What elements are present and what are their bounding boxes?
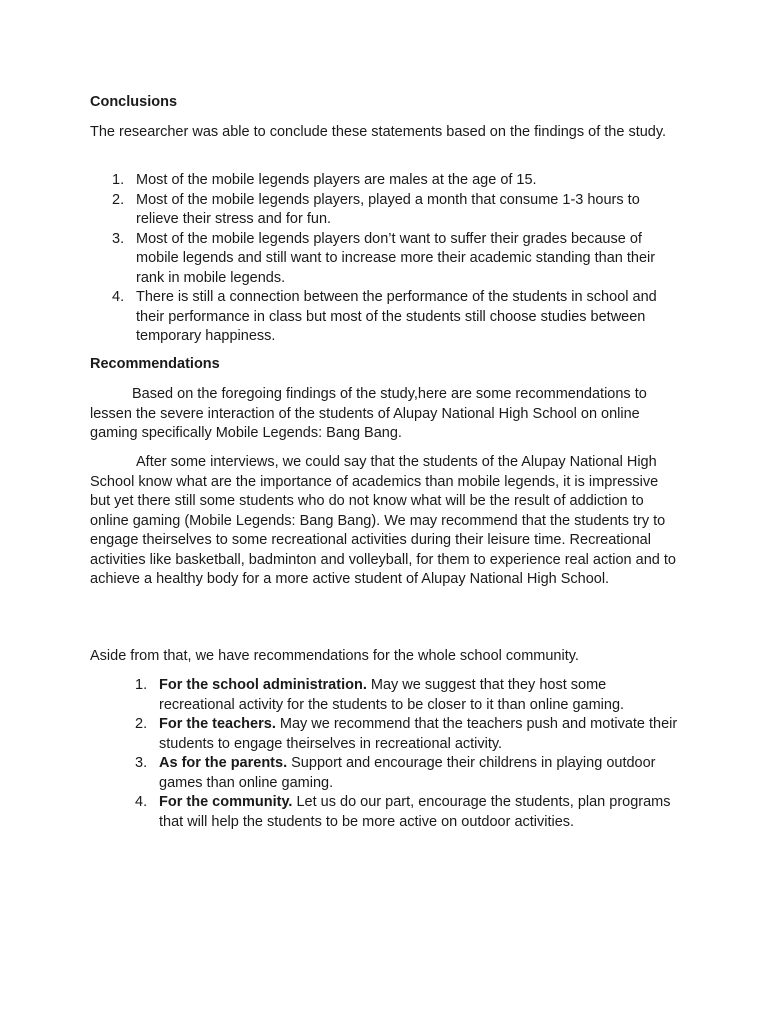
list-number: 2. [112, 191, 125, 208]
list-number: 3. [112, 230, 125, 247]
list-item [112, 191, 682, 230]
list-item-lead: As for the parents. [159, 755, 288, 771]
conclusions-intro: The researcher was able to conclude these statements based on the findings of the study. [90, 124, 667, 140]
recommendations-paragraph-3: Aside from that, we have recommendations for the whole school community. [90, 648, 579, 664]
list-number: 1. [112, 172, 125, 188]
list-item-text: Most of the mobile legends players, played a month that consume 1-3 hours to relieve their stress and for fun. [136, 191, 640, 227]
list-item-text: There is still a connection between the performance of the students in school and their performance in class but most of the students still choose studies between temporary happiness. [136, 289, 657, 344]
recommendations-paragraph-2: After some interviews, we could say that the students of the Alupay National High School know what are the importance of academics than mobile legends, it is impressive but yet there still some students who do not know what will be the result of addiction to online gaming (Mobile Legends: Bang Bang). We may recommend that the students try to engage theirselves to some recreational activities during their leisure time. Recreational activities like basketball, badminton and volleyball, for them to experience real action and to achieve a healthy body for a more active student of Alupay National High School. [90, 454, 676, 587]
list-item [135, 676, 682, 715]
conclusions-list [112, 171, 682, 347]
list-item-text: Most of the mobile legends players are males at the age of 15. [136, 172, 537, 188]
list-item [135, 793, 682, 832]
list-item-text: Let us do our part, encourage the students, plan programs that will help the students to be more active on outdoor activities. [159, 794, 671, 830]
list-item [112, 230, 682, 289]
list-number: 2. [135, 716, 148, 732]
list-item [135, 754, 682, 793]
list-item-text: May we suggest that they host some recreational activity for the students to be closer to it than online gaming. [159, 677, 625, 713]
list-number: 4. [135, 794, 148, 810]
recommendations-paragraph-1: Based on the foregoing findings of the study,here are some recommendations to lessen the severe interaction of the students of Alupay National High School on online gaming specifically Mobile Legends: Bang Bang. [90, 386, 647, 441]
list-item [112, 171, 682, 191]
list-item [112, 288, 682, 347]
list-item-text: Support and encourage their childrens in playing outdoor games than online gaming. [159, 755, 656, 791]
list-number: 1. [135, 677, 148, 693]
list-item-text: Most of the mobile legends players don’t want to suffer their grades because of mobile legends and still want to increase more their academic standing than their rank in mobile legends. [136, 230, 656, 286]
list-item-text: May we recommend that the teachers push and motivate their students to engage theirselves in recreational activity. [159, 716, 678, 752]
list-number: 4. [112, 289, 125, 305]
recommendations-heading: Recommendations [90, 356, 220, 372]
list-number: 3. [135, 755, 148, 771]
recommendations-list [135, 676, 682, 832]
list-item-lead: For the community. [159, 794, 293, 810]
list-item [135, 715, 682, 754]
conclusions-heading: Conclusions [90, 94, 178, 110]
list-item-lead: For the teachers. [159, 716, 276, 732]
list-item-lead: For the school administration. [159, 677, 367, 693]
